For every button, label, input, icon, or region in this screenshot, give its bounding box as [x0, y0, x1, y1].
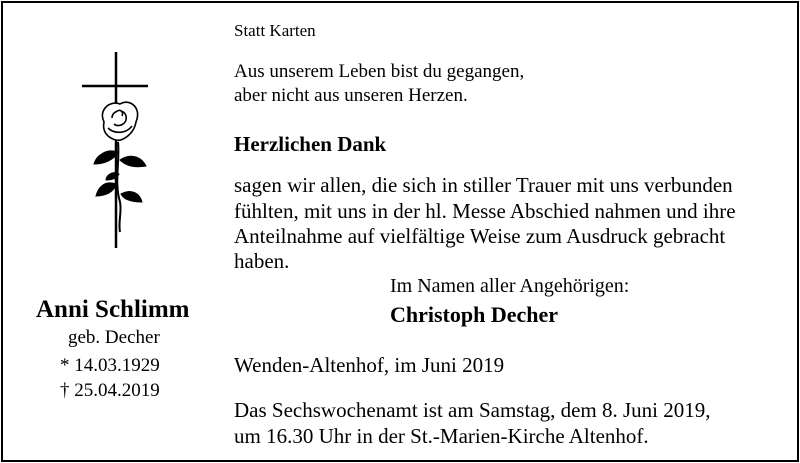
verse-line-2: aber nicht aus unseren Herzen. [234, 85, 468, 106]
maiden-name: geb. Decher [68, 327, 160, 348]
thanks-line: sagen wir allen, die sich in stiller Trauer mit uns verbunden [234, 173, 733, 197]
place-and-date: Wenden-Altenhof, im Juni 2019 [234, 353, 505, 377]
cross-with-rose-icon [76, 52, 160, 248]
mass-announcement-line-1: Das Sechswochenamt ist am Samstag, dem 8. Juni 2019, [234, 398, 711, 422]
thanks-heading: Herzlichen Dank [234, 132, 387, 156]
signature-intro: Im Namen aller Angehörigen: [390, 275, 630, 297]
statt-karten-label: Statt Karten [234, 21, 316, 40]
death-date: † 25.04.2019 [60, 380, 160, 401]
thanks-line: fühlten, mit uns in der hl. Messe Abschied nahmen und ihre [234, 199, 736, 223]
signature-name: Christoph Decher [390, 302, 559, 327]
thanks-line: haben. [234, 249, 290, 273]
verse-line-1: Aus unserem Leben bist du gegangen, [234, 61, 525, 82]
deceased-name: Anni Schlimm [36, 296, 190, 323]
birth-date: * 14.03.1929 [60, 355, 160, 376]
cross-with-rose-icon [76, 52, 160, 248]
mass-announcement-line-2: um 16.30 Uhr in der St.-Marien-Kirche Altenhof. [234, 424, 649, 448]
thanks-line: Anteilnahme auf vielfältige Weise zum Ausdruck gebracht [234, 224, 726, 248]
